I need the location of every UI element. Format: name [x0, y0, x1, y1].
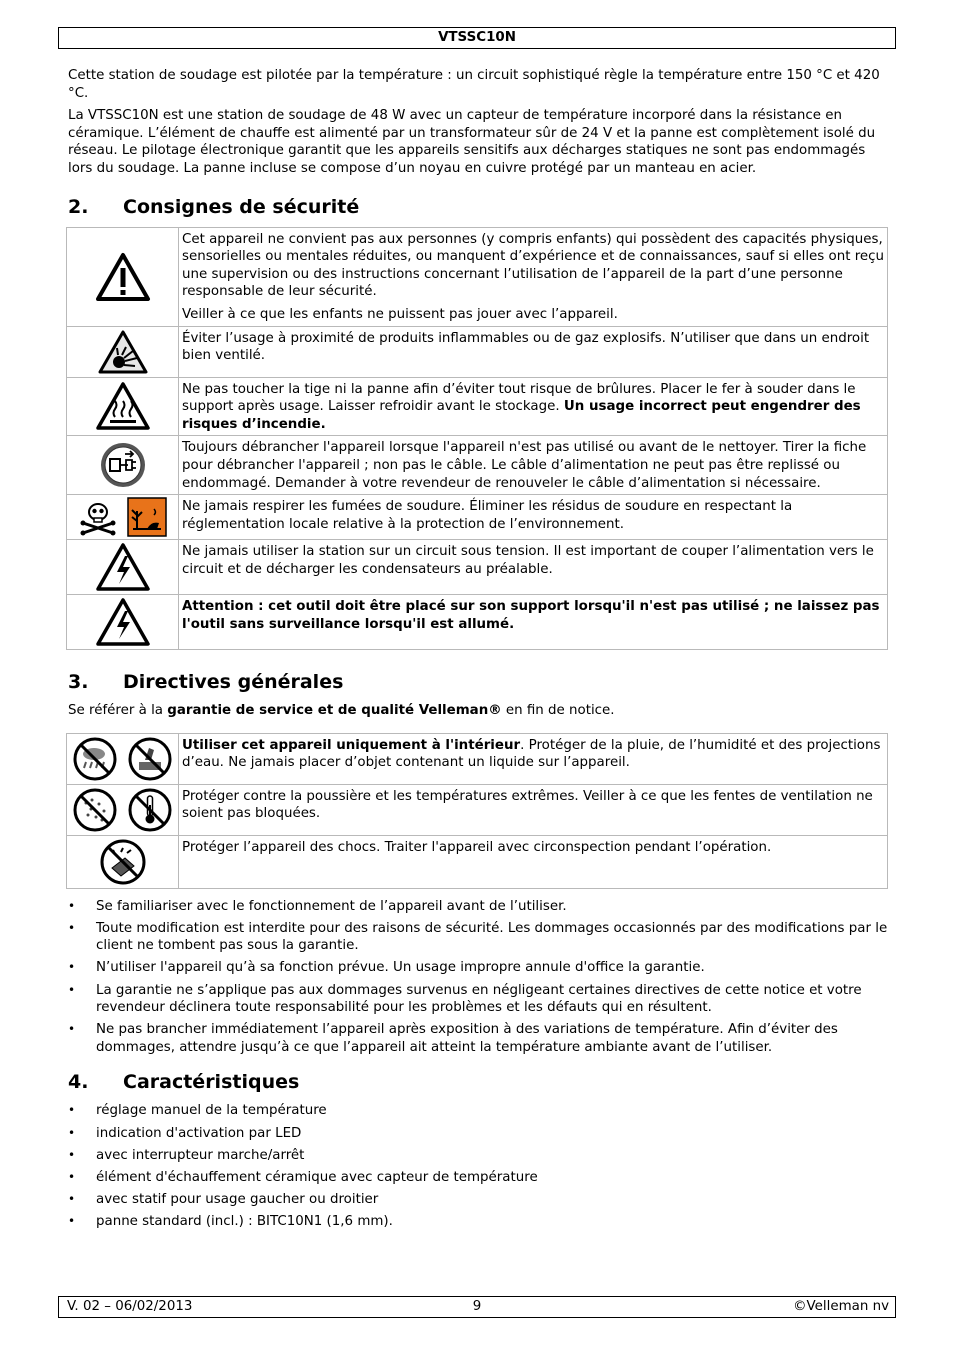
guidelines-table	[66, 733, 888, 889]
no-extreme-temperature-icon	[127, 803, 173, 818]
table-row	[67, 784, 888, 835]
section-title: Caractéristiques	[123, 1071, 300, 1094]
guideline-normal: . Protéger de la pluie, de l’humidité et des projections d’eau. Ne jamais placer d’objet contenant un liquide sur l’appareil.	[182, 737, 881, 771]
safety-text: Veiller à ce que les enfants ne puissent pas jouer avec l’appareil.	[182, 306, 618, 322]
list-item: • Ne pas brancher immédiatement l’appareil après exposition à des variations de température. Afin d’éviter des dommages, attendre jusqu’à ce que l’appareil ait atteint la température ambiante avant de l’utiliser.	[68, 1021, 888, 1056]
hot-surface-icon	[95, 399, 151, 414]
warranty-text: Se référer à la	[68, 703, 168, 719]
no-dust-icon	[72, 803, 122, 818]
table-row	[67, 495, 888, 540]
section-number: 2.	[68, 195, 89, 218]
page-content	[68, 67, 888, 1235]
section-title: Consignes de sécurité	[123, 195, 360, 218]
model-title: VTSSC10N	[438, 30, 516, 45]
safety-text	[182, 381, 884, 434]
icon-cell	[67, 436, 179, 495]
guideline-text: Protéger contre la poussière et les températures extrêmes. Veiller à ce que les fentes de ventilation ne soient pas bloquées.	[182, 788, 873, 822]
list-item: • élément d'échauffement céramique avec capteur de température	[68, 1169, 888, 1187]
safety-text-bold: Un usage incorrect peut engendrer des risques d’incendie.	[182, 399, 861, 432]
section-heading-safety	[68, 195, 888, 219]
text-cell	[179, 733, 888, 784]
text-cell	[179, 377, 888, 436]
text-cell	[179, 835, 888, 888]
safety-text-bold: Attention : cet outil doit être placé sur son support lorsqu'il n'est pas utilisé ; ne laissez pas l'outil sans surveillance lorsqu'il est allumé.	[182, 599, 880, 632]
list-item: • indication d'activation par LED	[68, 1125, 888, 1143]
icon-cell	[67, 595, 179, 650]
page-number: 9	[472, 1299, 482, 1314]
guideline-text: Protéger l’appareil des chocs. Traiter l'appareil avec circonspection pendant l’opération.	[182, 839, 772, 855]
guideline-text	[182, 737, 884, 772]
guideline-bold: Utiliser cet appareil uniquement à l'intérieur	[182, 737, 521, 753]
text-cell	[179, 326, 888, 377]
safety-text: Ne jamais utiliser la station sur un circuit sous tension. Il est important de couper l’alimentation vers le circuit et de décharger les condensateurs au préalable.	[182, 544, 874, 577]
no-rain-icon	[72, 752, 122, 767]
list-item: • réglage manuel de la température	[68, 1102, 888, 1120]
warranty-text: en fin de notice.	[501, 703, 615, 719]
icon-cell	[67, 733, 179, 784]
warranty-bold: garantie de service et de qualité Velleman®	[167, 703, 502, 719]
icon-cell	[67, 835, 179, 888]
icon-cell	[67, 227, 179, 326]
safety-text: Toujours débrancher l'appareil lorsque l'appareil n'est pas utilisé ou avant de le nettoyer. Tirer la fiche pour débrancher l'appareil ; non pas le câble. Le câble d’alimentation ne peut pas être replissé ou endommagé. Demander à votre revendeur de renouveler le câble d’alimentation si nécessaire.	[182, 440, 867, 491]
list-item: • avec statif pour usage gaucher ou droitier	[68, 1191, 888, 1209]
section-number: 4.	[68, 1071, 89, 1094]
section-number: 3.	[68, 671, 89, 694]
version-date: V. 02 – 06/02/2013	[67, 1299, 193, 1314]
safety-text	[182, 598, 884, 633]
environment-hazard-icon	[127, 510, 167, 525]
list-item: • Toute modification est interdite pour des raisons de sécurité. Les dommages occasionnés par des modifications par le client ne tombent pas sous la garantie.	[68, 920, 888, 955]
table-row	[67, 227, 888, 326]
text-cell	[179, 784, 888, 835]
section-title: Directives générales	[123, 671, 344, 694]
icon-cell	[67, 326, 179, 377]
table-row	[67, 595, 888, 650]
page-header	[58, 27, 896, 49]
text-cell	[179, 540, 888, 595]
page-footer	[58, 1296, 896, 1318]
text-cell	[179, 595, 888, 650]
electric-hazard-icon	[95, 615, 151, 630]
icon-cell	[67, 540, 179, 595]
list-item: • N’utiliser l'appareil qu’à sa fonction prévue. Un usage impropre annule d'office la garantie.	[68, 959, 888, 977]
safety-table	[66, 227, 888, 651]
table-row	[67, 540, 888, 595]
safety-text-normal: Ne pas toucher la tige ni la panne afin d’éviter tout risque de brûlures. Placer le fer à souder dans le support après usage. Laisser refroidir avant le stockage.	[182, 381, 856, 415]
list-item: • Se familiariser avec le fonctionnement de l’appareil avant de l’utiliser.	[68, 898, 888, 916]
icon-cell	[67, 495, 179, 540]
list-item: • La garantie ne s’applique pas aux dommages survenus en négligeant certaines directives de cette notice et votre revendeur déclinera toute responsabilité pour les problèmes et les défauts qui en résultent.	[68, 982, 888, 1017]
electric-hazard-icon	[95, 560, 151, 575]
copyright: ©Velleman nv	[793, 1299, 889, 1314]
no-liquid-icon	[127, 752, 173, 767]
unplug-icon	[99, 458, 147, 473]
icon-cell	[67, 377, 179, 436]
list-item: • panne standard (incl.) : BITC10N1 (1,6 mm).	[68, 1213, 888, 1231]
safety-text: Cet appareil ne convient pas aux personnes (y compris enfants) qui possèdent des capacités physiques, sensorielles ou mentales réduites, ou manquent d’expérience et de connaissances, sauf si elles ont reçu une supervision ou des instructions concernant l’utilisation de l’appareil de la part d’une personne responsable de leur sécurité.	[182, 231, 885, 300]
safety-text: Éviter l’usage à proximité de produits inflammables ou de gaz explosifs. N’utiliser que dans un endroit bien ventilé.	[182, 330, 870, 364]
section-heading-features	[68, 1070, 888, 1094]
table-row	[67, 835, 888, 888]
explosion-hazard-icon	[97, 345, 149, 360]
text-cell	[179, 436, 888, 495]
safety-text: Ne jamais respirer les fumées de soudure. Éliminer les résidus de soudure en respectant la réglementation locale relative à la protection de l’environnement.	[182, 499, 793, 532]
warranty-reference	[68, 702, 888, 720]
list-item: • avec interrupteur marche/arrêt	[68, 1147, 888, 1165]
features-bullet-list	[68, 1102, 888, 1230]
intro-paragraph-1: Cette station de soudage est pilotée par la température : un circuit sophistiqué règle la température entre 150 °C et 420 °C.	[68, 68, 880, 101]
section-heading-general	[68, 670, 888, 694]
text-cell	[179, 227, 888, 326]
table-row	[67, 733, 888, 784]
skull-crossbones-icon	[78, 510, 122, 525]
text-cell	[179, 495, 888, 540]
warning-triangle-icon	[95, 270, 151, 285]
table-row	[67, 326, 888, 377]
table-row	[67, 377, 888, 436]
intro-paragraph-2: La VTSSC10N est une station de soudage de 48 W avec un capteur de température incorporé dans la résistance en céramique. L’élément de chauffe est alimenté par un transformateur sûr de 24 V et la panne est complètement isolé du réseau. Le pilotage électronique garantit que les appareils sensitifs aux décharges statiques ne sont pas endommagés lors du soudage. La panne incluse se compose d’un noyau en cuivre protégé par un manteau en acier.	[68, 108, 876, 176]
general-bullet-list	[68, 898, 888, 1057]
no-shock-icon	[99, 855, 147, 870]
icon-cell	[67, 784, 179, 835]
table-row	[67, 436, 888, 495]
